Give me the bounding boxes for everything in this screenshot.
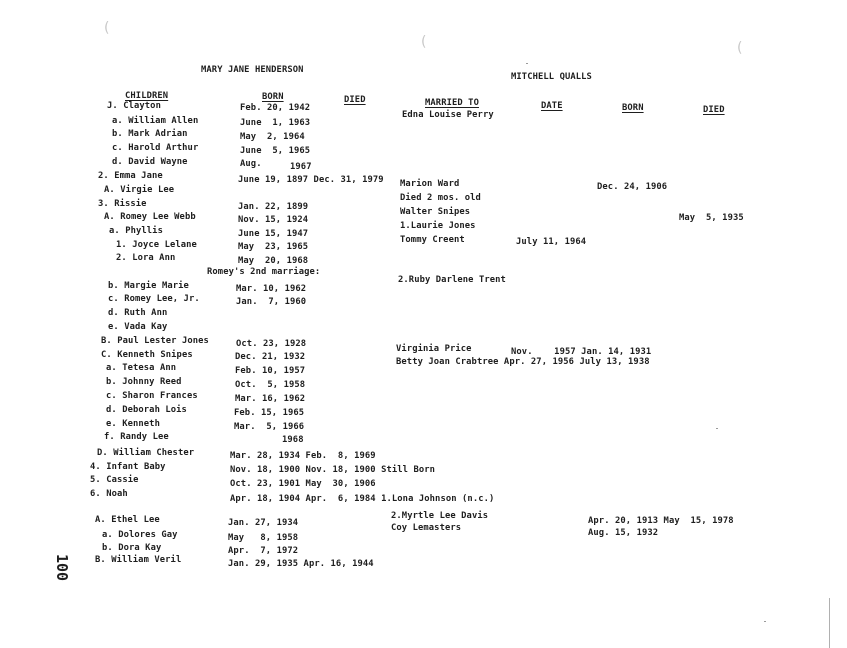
entry-name: e. Vada Kay <box>108 322 168 332</box>
entry-date: Dec. 24, 1906 <box>597 182 668 192</box>
entry-name: A. Romey Lee Webb <box>104 212 196 222</box>
entry-date: July 11, 1964 <box>516 237 587 247</box>
entry-dates: Nov. 18, 1900 Nov. 18, 1900 Still Born <box>230 465 436 475</box>
scan-speck <box>764 621 766 622</box>
entry-name: 6. Noah <box>90 489 128 499</box>
entry-spouse: Virginia Price <box>396 344 472 354</box>
entry-date: Mar. 5, 1966 <box>234 422 305 432</box>
entry-name: a. Tetesa Ann <box>106 363 177 373</box>
entry-name: d. Deborah Lois <box>106 405 187 415</box>
scan-edge-line <box>829 598 830 648</box>
entry-note: Died 2 mos. old <box>400 193 481 203</box>
entry-name: B. William Veril <box>95 555 182 565</box>
entry-date: Mar. 16, 1962 <box>235 394 306 404</box>
family-title-right: MITCHELL QUALLS <box>511 72 592 82</box>
entry-date: Feb. 20, 1942 <box>240 103 311 113</box>
entry-note: Romey's 2nd marriage: <box>207 267 321 277</box>
entry-date: Mar. 10, 1962 <box>236 284 307 294</box>
entry-name: b. Mark Adrian <box>112 129 188 139</box>
entry-dates: Apr. 18, 1904 Apr. 6, 1984 1.Lona Johnson (n.c.) <box>230 494 495 504</box>
entry-name: b. Margie Marie <box>108 281 189 291</box>
page-number: 100 <box>53 554 71 582</box>
entry-date: Aug. <box>240 159 262 169</box>
entry-date: June 5, 1965 <box>240 146 311 156</box>
entry-name: 2. Emma Jane <box>98 171 163 181</box>
entry-name: f. Randy Lee <box>104 432 169 442</box>
entry-dates: Apr. 20, 1913 May 15, 1978 <box>588 516 734 526</box>
entry-dates: Mar. 28, 1934 Feb. 8, 1969 <box>230 451 376 461</box>
entry-name: 2. Lora Ann <box>116 253 176 263</box>
entry-name: J. Clayton <box>107 101 161 111</box>
entry-spouse: 1.Laurie Jones <box>400 221 476 231</box>
entry-dates: Nov. 1957 Jan. 14, 1931 <box>511 347 652 357</box>
entry-name: b. Dora Kay <box>102 543 162 553</box>
entry-date: Oct. 5, 1958 <box>235 380 306 390</box>
entry-name: a. Dolores Gay <box>102 530 178 540</box>
entry-date: Jan. 22, 1899 <box>238 202 309 212</box>
entry-name: 5. Cassie <box>90 475 139 485</box>
entry-spouse: Marion Ward <box>400 179 460 189</box>
column-header-died-spouse: DIED <box>703 105 725 115</box>
entry-date: Oct. 23, 1928 <box>236 339 307 349</box>
column-header-died: DIED <box>344 95 366 105</box>
entry-spouse: 2.Myrtle Lee Davis <box>391 511 489 521</box>
entry-name: A. Ethel Lee <box>95 515 160 525</box>
entry-name: e. Kenneth <box>106 419 160 429</box>
entry-date: 1968 <box>282 435 304 445</box>
entry-name: d. Ruth Ann <box>108 308 168 318</box>
entry-name: D. William Chester <box>97 448 195 458</box>
entry-name: 1. Joyce Lelane <box>116 240 197 250</box>
entry-name: b. Johnny Reed <box>106 377 182 387</box>
entry-name: d. David Wayne <box>112 157 188 167</box>
entry-date: Dec. 21, 1932 <box>235 352 306 362</box>
entry-date: Jan. 7, 1960 <box>236 297 307 307</box>
entry-name: c. Romey Lee, Jr. <box>108 294 200 304</box>
entry-date: Jan. 27, 1934 <box>228 518 299 528</box>
column-header-born: BORN <box>262 92 284 102</box>
entry-name: A. Virgie Lee <box>104 185 175 195</box>
entry-date: Nov. 15, 1924 <box>238 215 309 225</box>
entry-date: May 23, 1965 <box>238 242 309 252</box>
entry-name: c. Harold Arthur <box>112 143 199 153</box>
entry-date: May 2, 1964 <box>240 132 305 142</box>
entry-date: June 15, 1947 <box>238 229 309 239</box>
entry-date: Feb. 10, 1957 <box>235 366 306 376</box>
entry-spouse: Walter Snipes <box>400 207 471 217</box>
entry-dates: June 19, 1897 Dec. 31, 1979 <box>238 175 384 185</box>
scan-mark: ( <box>104 20 110 36</box>
entry-spouse: Betty Joan Crabtree Apr. 27, 1956 July 13, 1938 <box>396 357 650 367</box>
entry-date: May 8, 1958 <box>228 533 299 543</box>
entry-spouse: 2.Ruby Darlene Trent <box>398 275 506 285</box>
entry-date: Aug. 15, 1932 <box>588 528 659 538</box>
column-header-children: CHILDREN <box>125 91 169 101</box>
entry-name: 3. Rissie <box>98 199 147 209</box>
column-header-born-spouse: BORN <box>622 103 644 113</box>
entry-date: June 1, 1963 <box>240 118 311 128</box>
column-header-date: DATE <box>541 101 563 111</box>
entry-name: a. Phyllis <box>109 226 163 236</box>
entry-name: B. Paul Lester Jones <box>101 336 209 346</box>
scan-mark: ( <box>421 34 427 50</box>
entry-date: May 20, 1968 <box>238 256 309 266</box>
entry-spouse: Tommy Creent <box>400 235 465 245</box>
entry-date: Apr. 7, 1972 <box>228 546 299 556</box>
entry-date: 1967 <box>290 162 312 172</box>
entry-date: May 5, 1935 <box>679 213 744 223</box>
entry-name: a. William Allen <box>112 116 199 126</box>
family-title-left: MARY JANE HENDERSON <box>201 65 304 75</box>
entry-date: Feb. 15, 1965 <box>234 408 305 418</box>
entry-name: C. Kenneth Snipes <box>101 350 193 360</box>
column-header-married-to: MARRIED TO <box>425 98 479 108</box>
entry-name: c. Sharon Frances <box>106 391 198 401</box>
entry-spouse: Edna Louise Perry <box>402 110 494 120</box>
entry-name: 4. Infant Baby <box>90 462 166 472</box>
scan-speck <box>526 63 528 64</box>
scan-mark: ( <box>737 40 743 56</box>
entry-dates: Oct. 23, 1901 May 30, 1906 <box>230 479 376 489</box>
scan-speck <box>716 428 718 429</box>
entry-dates: Jan. 29, 1935 Apr. 16, 1944 <box>228 559 374 569</box>
entry-spouse: Coy Lemasters <box>391 523 462 533</box>
